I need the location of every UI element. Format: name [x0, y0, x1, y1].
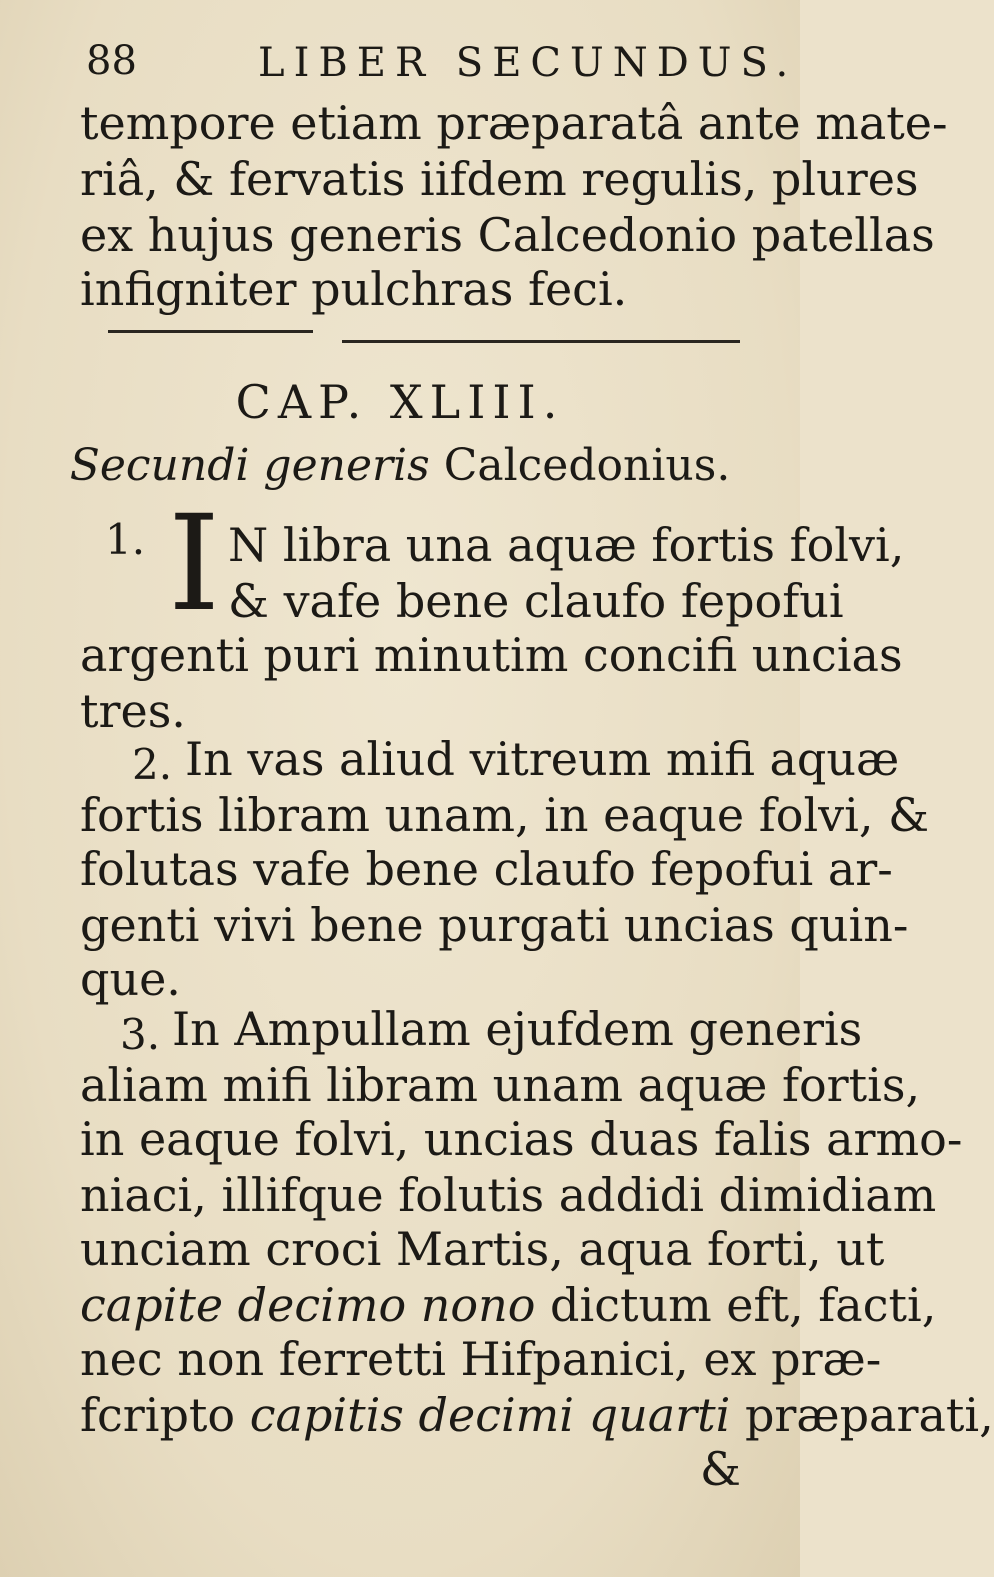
text-line: In Ampullam ejufdem generis	[172, 1002, 863, 1056]
text-line: riâ, & fervatis iifdem regulis, plures	[80, 152, 919, 206]
section-number: 2.	[132, 740, 173, 789]
text-line: tres.	[80, 684, 186, 738]
text-line: In vas aliud vitreum mifi aquæ	[185, 732, 900, 786]
text-line: folutas vafe bene claufo fepofui ar-	[80, 842, 893, 896]
drop-cap: I	[168, 487, 221, 641]
text-line: & vafe bene claufo fepofui	[228, 574, 844, 628]
text-line: genti vivi bene purgati uncias quin-	[80, 898, 909, 952]
text-line: fortis libram unam, in eaque folvi, &	[80, 788, 930, 842]
running-head: LIBER SECUNDUS.	[258, 40, 798, 86]
divider-rule	[108, 330, 313, 333]
text-line: niaci, illifque folutis addidi dimidiam	[80, 1168, 937, 1222]
text-line: in eaque folvi, uncias duas falis armo-	[80, 1112, 963, 1166]
chapter-subtitle	[0, 440, 800, 491]
text-line: tempore etiam præparatâ ante mate-	[80, 96, 948, 150]
text-line	[80, 1388, 994, 1442]
subtitle-italic: Secundi generis	[69, 440, 430, 491]
text-line: unciam croci Martis, aqua forti, ut	[80, 1222, 885, 1276]
text-line: aliam mifi libram unam aquæ fortis,	[80, 1058, 921, 1112]
text-run: dictum eft, facti,	[550, 1278, 937, 1332]
text-line: ex hujus generis Calcedonio patellas	[80, 208, 935, 262]
page-header	[0, 30, 800, 90]
text-line: N libra una aquæ fortis folvi,	[228, 518, 905, 572]
text-run: fcripto	[80, 1388, 236, 1442]
section-number: 3.	[120, 1010, 161, 1059]
italic-phrase: capite decimo nono	[80, 1278, 536, 1332]
italic-phrase: capitis decimi quarti	[249, 1388, 731, 1442]
text-run: præparati,	[744, 1388, 994, 1442]
page-number: 88	[86, 38, 137, 84]
text-line: nec non ferretti Hifpanici, ex præ-	[80, 1332, 882, 1386]
text-line: infigniter pulchras feci.	[80, 262, 628, 316]
text-line: argenti puri minutim concifi uncias	[80, 628, 903, 682]
text-line	[80, 1278, 937, 1332]
subtitle-roman: Calcedonius.	[443, 440, 731, 491]
divider-rule	[342, 340, 740, 343]
section-number: 1.	[105, 515, 146, 564]
text-line: que.	[80, 952, 181, 1006]
catchword: &	[700, 1442, 741, 1496]
chapter-title: CAP. XLIII.	[235, 375, 565, 429]
